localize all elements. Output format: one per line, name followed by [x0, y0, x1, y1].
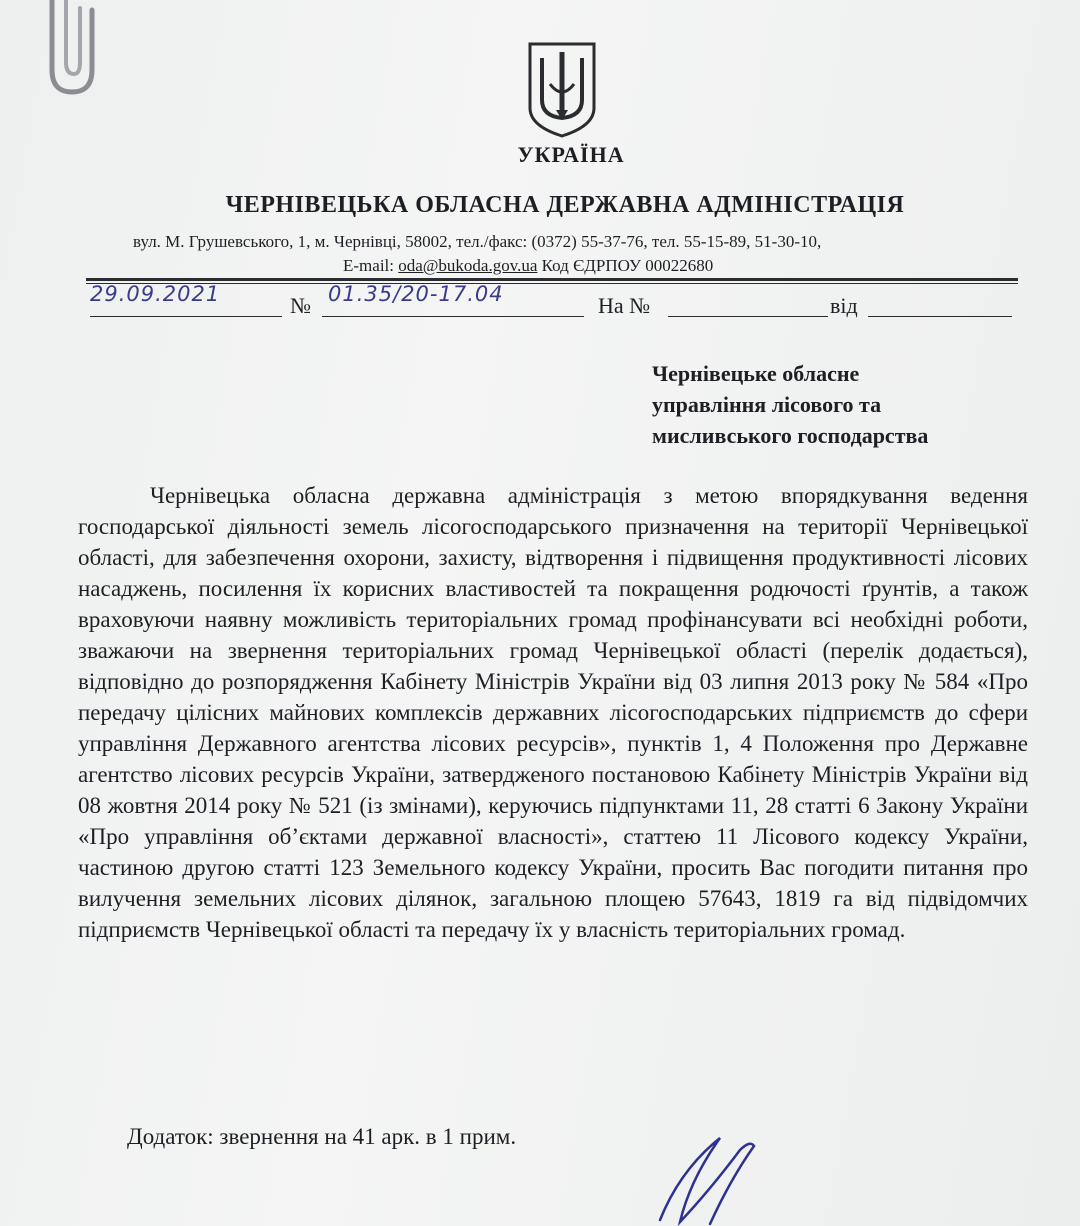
reply-number-label: На №	[598, 293, 651, 318]
signature-icon	[650, 1130, 770, 1226]
reply-number-underline	[668, 316, 828, 317]
number-underline	[322, 316, 584, 317]
handwritten-number: 01.35/20-17.04	[328, 282, 504, 306]
handwritten-date: 29.09.2021	[90, 282, 221, 306]
edrpou-code: Код ЄДРПОУ 00022680	[541, 256, 714, 275]
email-link[interactable]: oda@bukoda.gov.ua	[398, 256, 538, 275]
address-line: вул. М. Грушевського, 1, м. Чернівці, 58002, тел./факс: (0372) 55-37-76, тел. 55-15-89, 51-30-10,	[133, 232, 822, 251]
body-paragraph: Чернівецька обласна державна адміністрація з метою впорядкування ведення господарської діяльності земель лісогосподарського призначення на території Чернівецької області, для забезпечення охорони, захисту, відтворення і підвищення продуктивності лісових насаджень, посилення їх корисних властивостей та покращення родючості ґрунтів, а також враховуючи наявну можливість територіальних громад профінансувати всі необхідні роботи, зважаючи на звернення територіальних громад Чернівецької області (перелік додається), відповідно до розпорядження Кабінету Міністрів України від 03 липня 2013 року № 584 «Про передачу цілісних майнових комплексів державних лісогосподарських підприємств до сфери управління Державного агентства лісових ресурсів», пунктів 1, 4 Положення про Державне агентство лісових ресурсів України, затвердженого постановою Кабінету Міністрів України від 08 жовтня 2014 року № 521 (із змінами), керуючись підпунктами 11, 28 статті 6 Закону України «Про управління об’єктами державної власності», статтею 11 Лісового кодексу України, частиною другою статті 123 Земельного кодексу України, просить Вас погодити питання про вилучення земельних лісових ділянок, загальною площею 57643, 1819 га від підвідомчих підприємств Чернівецької області та передачу їх у власність територіальних громад.	[78, 483, 1028, 942]
organization-title: ЧЕРНІВЕЦЬКА ОБЛАСНА ДЕРЖАВНА АДМІНІСТРАЦІЯ	[225, 192, 905, 218]
date-underline	[90, 316, 282, 317]
letter-body	[78, 480, 1028, 945]
attachment-note: Додаток: звернення на 41 арк. в 1 прим.	[127, 1124, 517, 1149]
from-underline	[868, 316, 1012, 317]
number-label: №	[290, 293, 311, 318]
recipient-line: управління лісового та	[652, 392, 882, 417]
recipient-line: Чернівецьке обласне	[652, 361, 860, 386]
from-label: від	[830, 293, 858, 318]
email-label: E-mail:	[343, 256, 394, 275]
country-title: УКРАЇНА	[517, 142, 625, 167]
recipient-line: мисливського господарства	[652, 423, 929, 448]
recipient-block	[652, 358, 928, 451]
contact-line	[343, 256, 713, 276]
header-rule-thin	[86, 283, 1018, 284]
paper-clip-icon	[30, 0, 120, 100]
header-rule-thick	[86, 278, 1018, 281]
trident-icon	[526, 40, 598, 138]
